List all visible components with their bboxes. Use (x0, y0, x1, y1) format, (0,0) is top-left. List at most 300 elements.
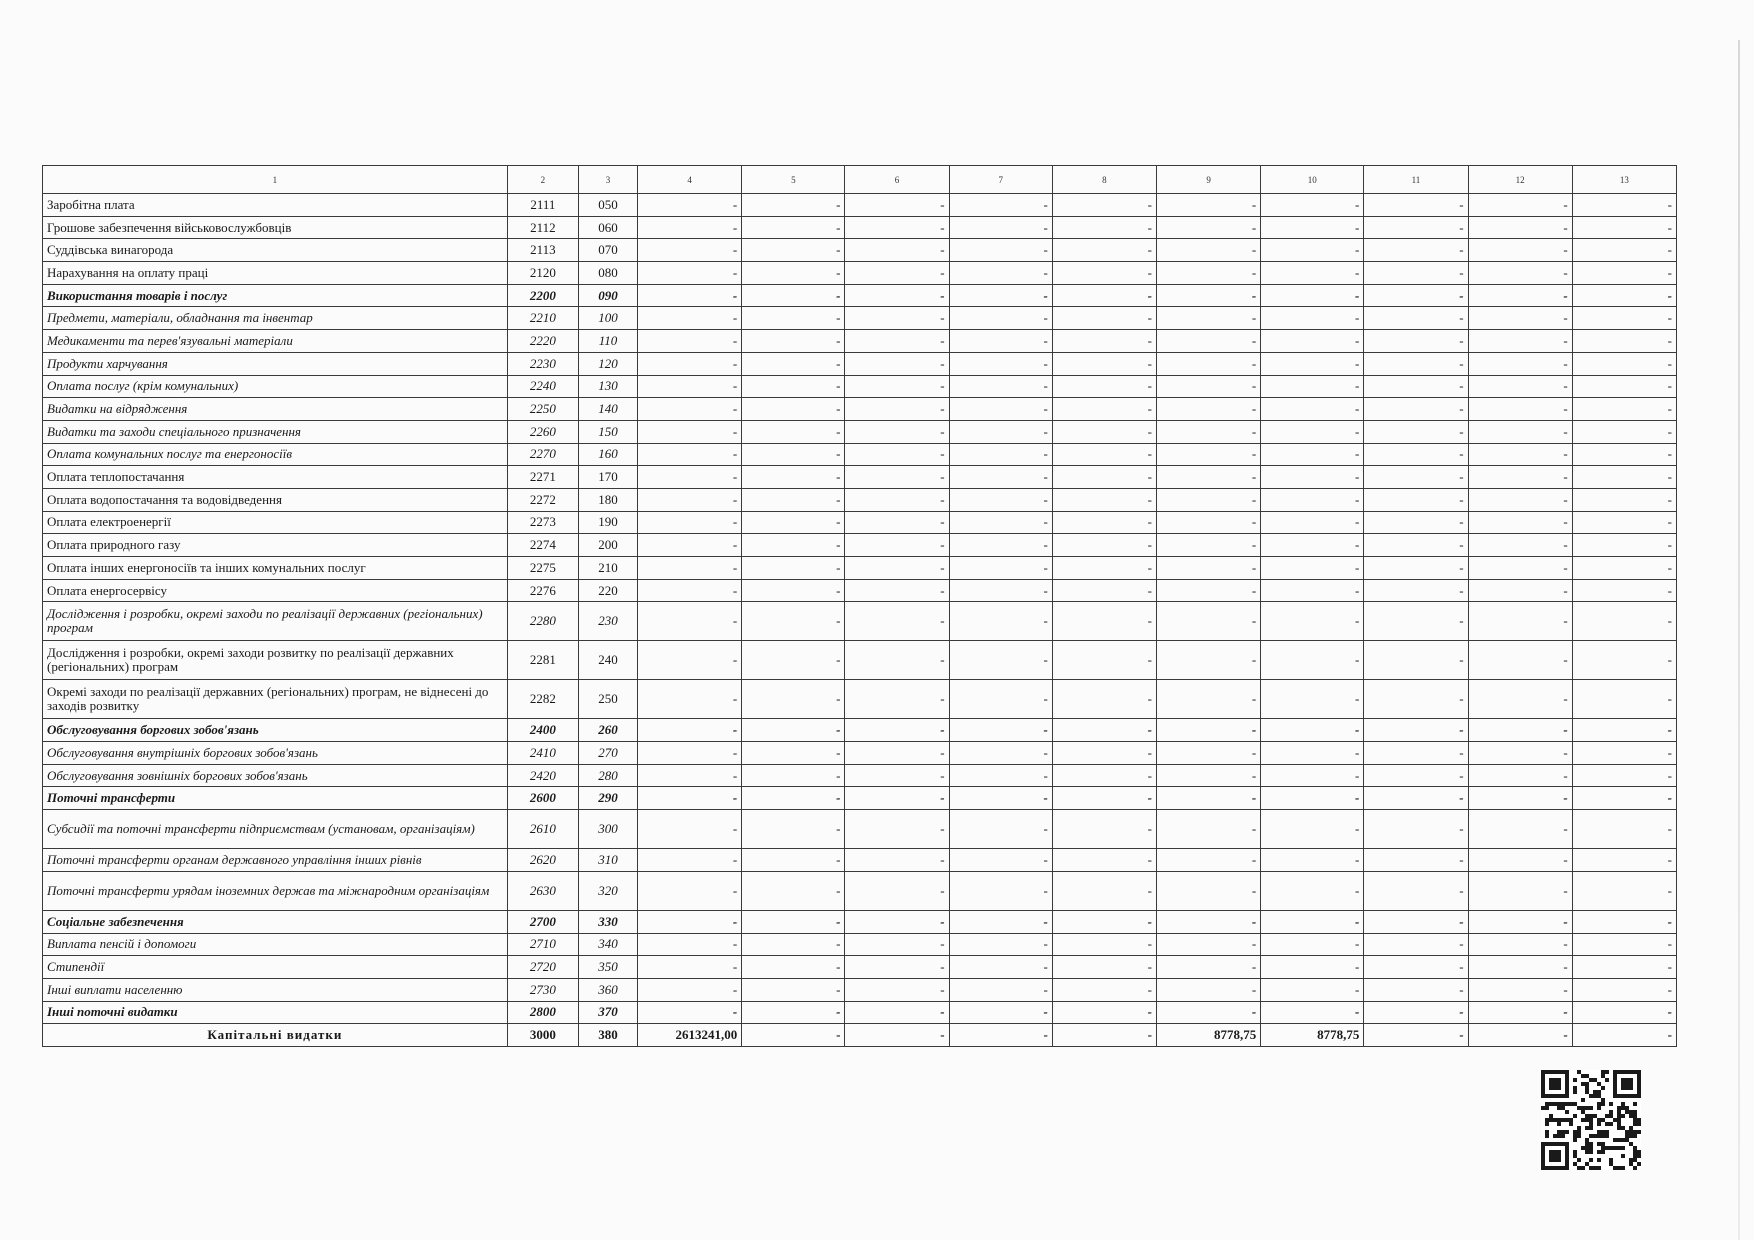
value-cell: - (845, 284, 949, 307)
value-cell: - (1468, 194, 1572, 217)
value-cell: - (1261, 420, 1364, 443)
kekv-code-cell: 2113 (507, 239, 578, 262)
value-cell: - (1572, 488, 1676, 511)
kekv-code-cell: 2610 (507, 810, 578, 849)
value-cell: - (638, 284, 742, 307)
value-cell: - (949, 307, 1052, 330)
value-cell: - (1052, 602, 1156, 641)
table-row (43, 719, 1677, 742)
value-cell: - (1572, 511, 1676, 534)
kekv-code-cell: 2272 (507, 488, 578, 511)
value-cell: - (1052, 978, 1156, 1001)
value-cell: - (1468, 216, 1572, 239)
value-cell: - (742, 284, 845, 307)
row-name-cell: Інші виплати населенню (43, 978, 508, 1001)
value-cell: - (1052, 352, 1156, 375)
row-name-cell: Дослідження і розробки, окремі заходи по реалізації державних (регіональних) програм (43, 602, 508, 641)
header-cell: 3 (578, 166, 637, 194)
value-cell: - (1157, 719, 1261, 742)
value-cell: - (1157, 330, 1261, 353)
value-cell: - (1157, 534, 1261, 557)
value-cell: - (1468, 284, 1572, 307)
table-row (43, 284, 1677, 307)
value-cell: - (1468, 602, 1572, 641)
value-cell: - (1261, 262, 1364, 285)
value-cell: - (1364, 978, 1468, 1001)
value-cell: - (1261, 641, 1364, 680)
line-code-cell: 120 (578, 352, 637, 375)
header-cell: 12 (1468, 166, 1572, 194)
value-cell: - (742, 1001, 845, 1024)
value-cell: - (1572, 466, 1676, 489)
value-cell: - (1157, 194, 1261, 217)
value-cell: - (638, 307, 742, 330)
value-cell: - (949, 849, 1052, 872)
value-cell: - (1157, 956, 1261, 979)
table-header-row (43, 166, 1677, 194)
value-cell: - (949, 1001, 1052, 1024)
value-cell: - (1364, 764, 1468, 787)
value-cell: - (742, 933, 845, 956)
line-code-cell: 150 (578, 420, 637, 443)
value-cell: - (1157, 284, 1261, 307)
value-cell: - (1572, 680, 1676, 719)
value-cell: - (949, 641, 1052, 680)
kekv-code-cell: 2710 (507, 933, 578, 956)
value-cell: 8778,75 (1261, 1024, 1364, 1047)
value-cell: - (638, 239, 742, 262)
line-code-cell: 050 (578, 194, 637, 217)
value-cell: - (1364, 557, 1468, 580)
value-cell: - (1157, 307, 1261, 330)
table-row (43, 557, 1677, 580)
value-cell: - (845, 871, 949, 910)
value-cell: - (1157, 933, 1261, 956)
value-cell: - (1052, 742, 1156, 765)
kekv-code-cell: 2410 (507, 742, 578, 765)
value-cell: - (949, 443, 1052, 466)
value-cell: - (1468, 579, 1572, 602)
value-cell: - (949, 194, 1052, 217)
kekv-code-cell: 2280 (507, 602, 578, 641)
value-cell: - (742, 262, 845, 285)
value-cell: - (742, 849, 845, 872)
line-code-cell: 210 (578, 557, 637, 580)
value-cell: - (1572, 262, 1676, 285)
value-cell: - (949, 262, 1052, 285)
value-cell: - (949, 602, 1052, 641)
header-cell: 6 (845, 166, 949, 194)
table-row (43, 330, 1677, 353)
value-cell: - (1052, 719, 1156, 742)
value-cell: - (638, 216, 742, 239)
value-cell: - (845, 466, 949, 489)
value-cell: - (1052, 511, 1156, 534)
value-cell: - (742, 398, 845, 421)
line-code-cell: 100 (578, 307, 637, 330)
value-cell: - (1052, 443, 1156, 466)
header-cell: 8 (1052, 166, 1156, 194)
value-cell: - (1261, 557, 1364, 580)
value-cell: - (1364, 194, 1468, 217)
row-name-cell: Видатки на відрядження (43, 398, 508, 421)
value-cell: - (1364, 871, 1468, 910)
value-cell: - (845, 910, 949, 933)
line-code-cell: 110 (578, 330, 637, 353)
value-cell: - (949, 787, 1052, 810)
kekv-code-cell: 2220 (507, 330, 578, 353)
kekv-code-cell: 2275 (507, 557, 578, 580)
kekv-code-cell: 2800 (507, 1001, 578, 1024)
value-cell: - (1572, 641, 1676, 680)
value-cell: - (1364, 602, 1468, 641)
value-cell: - (1572, 810, 1676, 849)
value-cell: - (742, 466, 845, 489)
value-cell: - (742, 719, 845, 742)
value-cell: - (1157, 579, 1261, 602)
value-cell: - (742, 810, 845, 849)
value-cell: - (1468, 352, 1572, 375)
value-cell: - (1364, 330, 1468, 353)
kekv-code-cell: 2274 (507, 534, 578, 557)
value-cell: - (1052, 641, 1156, 680)
value-cell: - (742, 239, 845, 262)
row-name-cell: Поточні трансферти органам державного управління інших рівнів (43, 849, 508, 872)
value-cell: - (742, 352, 845, 375)
value-cell: - (1572, 956, 1676, 979)
value-cell: - (638, 641, 742, 680)
value-cell: - (1468, 910, 1572, 933)
kekv-code-cell: 2200 (507, 284, 578, 307)
value-cell: - (1572, 557, 1676, 580)
header-cell: 2 (507, 166, 578, 194)
value-cell: - (1468, 488, 1572, 511)
value-cell: - (1364, 284, 1468, 307)
kekv-code-cell: 2282 (507, 680, 578, 719)
value-cell: - (845, 534, 949, 557)
table-row (43, 1001, 1677, 1024)
value-cell: - (1572, 443, 1676, 466)
value-cell: - (1261, 933, 1364, 956)
value-cell: - (1157, 764, 1261, 787)
value-cell: - (949, 910, 1052, 933)
value-cell: - (845, 742, 949, 765)
value-cell: - (1364, 262, 1468, 285)
value-cell: - (742, 641, 845, 680)
line-code-cell: 230 (578, 602, 637, 641)
value-cell: - (1157, 488, 1261, 511)
line-code-cell: 350 (578, 956, 637, 979)
row-name-cell: Предмети, матеріали, обладнання та інвентар (43, 307, 508, 330)
value-cell: - (1052, 933, 1156, 956)
kekv-code-cell: 2276 (507, 579, 578, 602)
value-cell: - (1468, 849, 1572, 872)
value-cell: - (845, 641, 949, 680)
value-cell: - (1261, 216, 1364, 239)
value-cell: - (638, 194, 742, 217)
value-cell: - (949, 557, 1052, 580)
value-cell: - (1261, 375, 1364, 398)
line-code-cell: 090 (578, 284, 637, 307)
value-cell: - (1468, 262, 1572, 285)
value-cell: - (1468, 443, 1572, 466)
value-cell: - (1364, 488, 1468, 511)
line-code-cell: 340 (578, 933, 637, 956)
table-row (43, 194, 1677, 217)
value-cell: - (1468, 871, 1572, 910)
table-row (43, 680, 1677, 719)
value-cell: - (638, 910, 742, 933)
value-cell: - (1572, 871, 1676, 910)
table-row (43, 602, 1677, 641)
value-cell: - (742, 978, 845, 1001)
kekv-code-cell: 2730 (507, 978, 578, 1001)
value-cell: - (1572, 534, 1676, 557)
value-cell: - (845, 262, 949, 285)
value-cell: - (742, 375, 845, 398)
value-cell: - (1364, 849, 1468, 872)
value-cell: - (949, 764, 1052, 787)
value-cell: - (742, 764, 845, 787)
value-cell: - (742, 511, 845, 534)
value-cell: - (1572, 375, 1676, 398)
value-cell: - (1261, 810, 1364, 849)
value-cell: - (1157, 602, 1261, 641)
value-cell: - (949, 742, 1052, 765)
value-cell: - (1572, 216, 1676, 239)
value-cell: - (742, 194, 845, 217)
value-cell: - (1572, 1001, 1676, 1024)
value-cell: - (845, 398, 949, 421)
value-cell: - (845, 488, 949, 511)
value-cell: - (1468, 742, 1572, 765)
kekv-code-cell: 2230 (507, 352, 578, 375)
line-code-cell: 380 (578, 1024, 637, 1047)
value-cell: - (1364, 810, 1468, 849)
value-cell: - (1052, 557, 1156, 580)
header-cell: 10 (1261, 166, 1364, 194)
value-cell: - (1468, 239, 1572, 262)
value-cell: - (949, 1024, 1052, 1047)
value-cell: - (1572, 284, 1676, 307)
value-cell: - (1157, 420, 1261, 443)
value-cell: - (1364, 787, 1468, 810)
value-cell: - (742, 742, 845, 765)
value-cell: - (1572, 398, 1676, 421)
value-cell: - (845, 719, 949, 742)
value-cell: - (1261, 978, 1364, 1001)
value-cell: - (1052, 579, 1156, 602)
table-row (43, 849, 1677, 872)
value-cell: - (638, 810, 742, 849)
value-cell: - (638, 933, 742, 956)
value-cell: - (1052, 1024, 1156, 1047)
table-row (43, 933, 1677, 956)
value-cell: - (949, 216, 1052, 239)
table-row (43, 239, 1677, 262)
value-cell: - (949, 719, 1052, 742)
line-code-cell: 060 (578, 216, 637, 239)
value-cell: - (742, 956, 845, 979)
value-cell: - (1468, 1024, 1572, 1047)
value-cell: - (949, 284, 1052, 307)
value-cell: - (1157, 810, 1261, 849)
value-cell: - (1468, 307, 1572, 330)
value-cell: - (1364, 466, 1468, 489)
value-cell: - (1364, 1024, 1468, 1047)
value-cell: - (638, 488, 742, 511)
value-cell: - (845, 239, 949, 262)
row-name-cell: Використання товарів і послуг (43, 284, 508, 307)
value-cell: - (638, 262, 742, 285)
value-cell: - (949, 239, 1052, 262)
value-cell: - (845, 194, 949, 217)
line-code-cell: 270 (578, 742, 637, 765)
value-cell: - (845, 764, 949, 787)
value-cell: - (1364, 742, 1468, 765)
row-name-cell: Обслуговування внутрішніх боргових зобов'язань (43, 742, 508, 765)
value-cell: - (1572, 239, 1676, 262)
value-cell: - (1468, 978, 1572, 1001)
value-cell: - (638, 849, 742, 872)
value-cell: - (1572, 194, 1676, 217)
row-name-cell: Грошове забезпечення військовослужбовців (43, 216, 508, 239)
value-cell: - (949, 398, 1052, 421)
value-cell: - (638, 511, 742, 534)
value-cell: - (949, 810, 1052, 849)
line-code-cell: 260 (578, 719, 637, 742)
value-cell: - (1364, 216, 1468, 239)
value-cell: - (1052, 420, 1156, 443)
line-code-cell: 080 (578, 262, 637, 285)
value-cell: - (1468, 787, 1572, 810)
value-cell: - (1364, 443, 1468, 466)
table-row (43, 871, 1677, 910)
value-cell: - (638, 978, 742, 1001)
value-cell: - (1364, 956, 1468, 979)
row-name-cell: Оплата комунальних послуг та енергоносіїв (43, 443, 508, 466)
row-name-cell: Обслуговування боргових зобов'язань (43, 719, 508, 742)
value-cell: - (1261, 398, 1364, 421)
value-cell: - (1261, 307, 1364, 330)
value-cell: - (1364, 375, 1468, 398)
kekv-code-cell: 2240 (507, 375, 578, 398)
value-cell: - (742, 1024, 845, 1047)
line-code-cell: 250 (578, 680, 637, 719)
table-row (43, 420, 1677, 443)
value-cell: - (845, 1024, 949, 1047)
value-cell: - (949, 534, 1052, 557)
table-row (43, 787, 1677, 810)
value-cell: - (1364, 933, 1468, 956)
value-cell: - (949, 978, 1052, 1001)
value-cell: - (1261, 910, 1364, 933)
value-cell: - (845, 330, 949, 353)
value-cell: - (1157, 849, 1261, 872)
value-cell: - (1261, 488, 1364, 511)
value-cell: - (1364, 511, 1468, 534)
value-cell: - (845, 557, 949, 580)
value-cell: - (638, 579, 742, 602)
value-cell: - (1157, 742, 1261, 765)
table-row (43, 488, 1677, 511)
value-cell: - (1572, 978, 1676, 1001)
value-cell: - (1052, 375, 1156, 398)
value-cell: - (1468, 420, 1572, 443)
row-name-cell: Соціальне забезпечення (43, 910, 508, 933)
row-name-cell: Обслуговування зовнішніх боргових зобов'язань (43, 764, 508, 787)
table-row (43, 466, 1677, 489)
value-cell: - (1052, 262, 1156, 285)
value-cell: - (1261, 1001, 1364, 1024)
value-cell: - (1364, 420, 1468, 443)
table-row (43, 262, 1677, 285)
value-cell: - (845, 307, 949, 330)
value-cell: - (845, 602, 949, 641)
value-cell: - (1261, 239, 1364, 262)
value-cell: - (638, 602, 742, 641)
value-cell: - (1364, 579, 1468, 602)
value-cell: - (1157, 871, 1261, 910)
value-cell: - (1364, 239, 1468, 262)
kekv-code-cell: 2250 (507, 398, 578, 421)
value-cell: - (1572, 330, 1676, 353)
value-cell: - (845, 216, 949, 239)
value-cell: - (1157, 680, 1261, 719)
header-cell: 4 (638, 166, 742, 194)
row-name-cell: Стипендії (43, 956, 508, 979)
kekv-code-cell: 2600 (507, 787, 578, 810)
row-name-cell: Оплата природного газу (43, 534, 508, 557)
value-cell: - (638, 330, 742, 353)
table-row (43, 398, 1677, 421)
value-cell: - (1572, 420, 1676, 443)
line-code-cell: 170 (578, 466, 637, 489)
row-name-cell: Нарахування на оплату праці (43, 262, 508, 285)
value-cell: - (742, 680, 845, 719)
row-name-cell: Дослідження і розробки, окремі заходи розвитку по реалізації державних (регіональних) програм (43, 641, 508, 680)
value-cell: - (638, 398, 742, 421)
value-cell: - (1052, 849, 1156, 872)
table-row (43, 956, 1677, 979)
header-cell: 9 (1157, 166, 1261, 194)
value-cell: - (638, 375, 742, 398)
value-cell: - (1261, 284, 1364, 307)
value-cell: - (1572, 933, 1676, 956)
budget-report-table (42, 165, 1677, 1047)
row-name-cell: Продукти харчування (43, 352, 508, 375)
value-cell: - (1261, 602, 1364, 641)
value-cell: - (845, 933, 949, 956)
line-code-cell: 140 (578, 398, 637, 421)
line-code-cell: 070 (578, 239, 637, 262)
value-cell: - (1157, 216, 1261, 239)
value-cell: - (1157, 352, 1261, 375)
value-cell: - (638, 534, 742, 557)
row-name-cell: Оплата інших енергоносіїв та інших комунальних послуг (43, 557, 508, 580)
table-row (43, 810, 1677, 849)
header-cell: 13 (1572, 166, 1676, 194)
value-cell: - (1468, 511, 1572, 534)
value-cell: 8778,75 (1157, 1024, 1261, 1047)
value-cell: - (1157, 1001, 1261, 1024)
row-name-cell: Суддівська винагорода (43, 239, 508, 262)
value-cell: - (1261, 680, 1364, 719)
value-cell: - (1052, 871, 1156, 910)
value-cell: - (1052, 284, 1156, 307)
kekv-code-cell: 2260 (507, 420, 578, 443)
value-cell: - (1364, 398, 1468, 421)
